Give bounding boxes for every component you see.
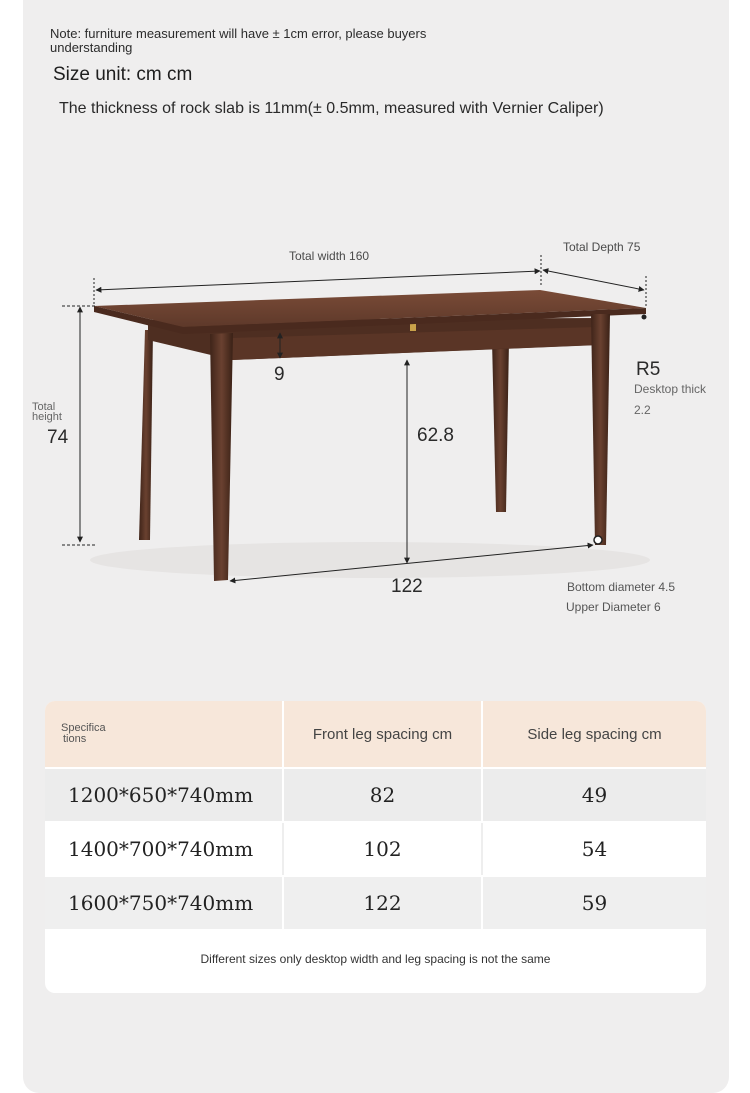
corner-radius-value: R5 [636, 359, 661, 380]
back-right-leg [492, 340, 509, 512]
spec-header-cell [45, 701, 282, 767]
total-width-line [96, 271, 540, 290]
table-footnote: Different sizes only desktop width and leg spacing is not the same [200, 952, 551, 966]
total-height-value: 74 [47, 427, 69, 448]
front-right-leg [591, 314, 610, 545]
total-width-label: Total width 160 [289, 249, 370, 263]
total-height-label-line2: height [32, 411, 62, 423]
spec-table-header [45, 701, 706, 767]
desktop-thick-label: Desktop thick [634, 382, 707, 396]
table-row [45, 823, 706, 875]
drawer-handle [410, 323, 416, 331]
size-value: 1600*750*740mm [68, 891, 254, 915]
size-unit-label: Size unit: cm cm [53, 64, 193, 85]
table-row [45, 877, 706, 929]
total-depth-line [543, 270, 644, 290]
front-spacing-cell [282, 877, 481, 929]
desktop-thick-value: 2.2 [634, 403, 651, 417]
size-value: 1400*700*740mm [68, 837, 254, 861]
leg-height-value: 62.8 [417, 425, 454, 446]
bottom-diameter-label: Bottom diameter 4.5 [567, 580, 676, 594]
side-spacing-cell [481, 769, 706, 821]
total-height-label-line1: Total [32, 401, 56, 413]
rock-slab-thickness-text: The thickness of rock slab is 11mm(± 0.5mm, measured with Vernier Caliper) [59, 100, 604, 117]
leg-diameter-marker [594, 536, 602, 544]
size-cell [45, 877, 282, 929]
total-depth-label: Total Depth 75 [563, 240, 641, 254]
front-spacing-value: 82 [369, 783, 396, 807]
side-spacing-value: 59 [581, 891, 608, 915]
r5-corner-marker [642, 315, 647, 320]
spec-table [45, 701, 706, 993]
upper-diameter-label: Upper Diameter 6 [566, 600, 661, 614]
spec-header-label [61, 723, 121, 745]
size-cell [45, 769, 282, 821]
side-spacing-cell [481, 877, 706, 929]
front-spacing-value: 122 [363, 891, 402, 915]
measurement-note: Note: furniture measurement will have ± 1cm error, please buyers understanding [50, 26, 427, 55]
front-spacing-cell [282, 769, 481, 821]
back-left-leg [139, 330, 153, 540]
spec-header-line2: tions [63, 733, 87, 745]
side-leg-spacing-header-text: Side leg spacing cm [527, 725, 662, 743]
table-row [45, 769, 706, 821]
front-leg-spacing-header [282, 701, 481, 767]
size-value: 1200*650*740mm [68, 783, 254, 807]
side-spacing-value: 49 [581, 783, 608, 807]
front-leg-spacing-value: 122 [391, 576, 423, 597]
side-leg-spacing-header [481, 701, 706, 767]
front-spacing-value: 102 [363, 837, 402, 861]
front-spacing-cell [282, 823, 481, 875]
side-spacing-value: 54 [581, 837, 608, 861]
front-leg-spacing-header-text: Front leg spacing cm [312, 725, 453, 743]
spec-header-line1: Specifica [61, 722, 106, 734]
apron-height-value: 9 [274, 364, 285, 385]
size-cell [45, 823, 282, 875]
front-left-leg [210, 333, 233, 581]
side-spacing-cell [481, 823, 706, 875]
total-height-label [32, 402, 62, 422]
